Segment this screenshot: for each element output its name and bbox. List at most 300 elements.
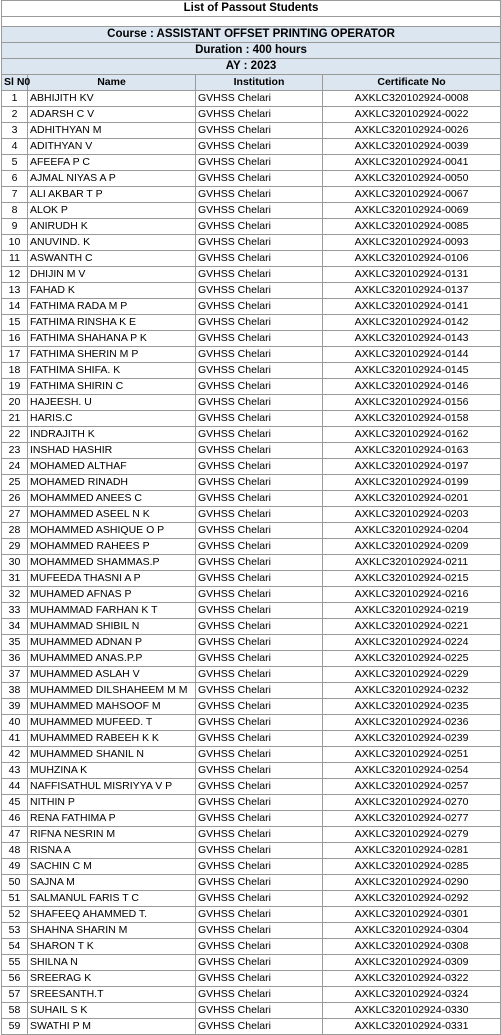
- table-row: [2, 827, 501, 843]
- name-cell: SHILNA N: [28, 955, 196, 971]
- certificate-no-cell: AXKLC320102924-0142: [323, 315, 501, 331]
- institution-cell: GVHSS Chelari: [196, 491, 323, 507]
- institution-cell: GVHSS Chelari: [196, 395, 323, 411]
- institution-cell: GVHSS Chelari: [196, 939, 323, 955]
- name-cell: SALMANUL FARIS T C: [28, 891, 196, 907]
- name-cell: MOHAMMED ASHIQUE O P: [28, 523, 196, 539]
- sl-no-cell: 26: [2, 491, 28, 507]
- institution-cell: GVHSS Chelari: [196, 955, 323, 971]
- name-cell: MOHAMED ALTHAF: [28, 459, 196, 475]
- table-row: [2, 731, 501, 747]
- institution-cell: GVHSS Chelari: [196, 875, 323, 891]
- table-row: [2, 1019, 501, 1035]
- certificate-no-cell: AXKLC320102924-0141: [323, 299, 501, 315]
- academic-year-label: AY : 2023: [2, 59, 501, 75]
- certificate-no-cell: AXKLC320102924-0239: [323, 731, 501, 747]
- certificate-no-cell: AXKLC320102924-0156: [323, 395, 501, 411]
- institution-cell: GVHSS Chelari: [196, 507, 323, 523]
- name-cell: ALOK P: [28, 203, 196, 219]
- table-row: [2, 619, 501, 635]
- institution-cell: GVHSS Chelari: [196, 331, 323, 347]
- institution-cell: GVHSS Chelari: [196, 635, 323, 651]
- sl-no-cell: 13: [2, 283, 28, 299]
- name-cell: AJMAL NIYAS A P: [28, 171, 196, 187]
- certificate-no-cell: AXKLC320102924-0309: [323, 955, 501, 971]
- table-row: [2, 811, 501, 827]
- certificate-no-cell: AXKLC320102924-0137: [323, 283, 501, 299]
- name-cell: SHAFEEQ AHAMMED T.: [28, 907, 196, 923]
- name-cell: MUHAMMED ADNAN P: [28, 635, 196, 651]
- sl-no-cell: 42: [2, 747, 28, 763]
- institution-cell: GVHSS Chelari: [196, 667, 323, 683]
- institution-cell: GVHSS Chelari: [196, 347, 323, 363]
- certificate-no-cell: AXKLC320102924-0308: [323, 939, 501, 955]
- table-row: [2, 763, 501, 779]
- sl-no-cell: 59: [2, 1019, 28, 1035]
- institution-cell: GVHSS Chelari: [196, 91, 323, 107]
- table-row: [2, 843, 501, 859]
- certificate-no-cell: AXKLC320102924-0145: [323, 363, 501, 379]
- institution-cell: GVHSS Chelari: [196, 123, 323, 139]
- table-row: [2, 475, 501, 491]
- name-cell: SUHAIL S K: [28, 1003, 196, 1019]
- table-row: [2, 491, 501, 507]
- table-row: [2, 699, 501, 715]
- course-label: Course : ASSISTANT OFFSET PRINTING OPERATOR: [2, 27, 501, 43]
- institution-cell: GVHSS Chelari: [196, 475, 323, 491]
- certificate-no-cell: AXKLC320102924-0279: [323, 827, 501, 843]
- table-row: [2, 155, 501, 171]
- certificate-no-cell: AXKLC320102924-0162: [323, 427, 501, 443]
- institution-cell: GVHSS Chelari: [196, 683, 323, 699]
- table-row: [2, 939, 501, 955]
- sl-no-cell: 14: [2, 299, 28, 315]
- sl-no-cell: 58: [2, 1003, 28, 1019]
- table-row: [2, 795, 501, 811]
- institution-cell: GVHSS Chelari: [196, 235, 323, 251]
- certificate-no-cell: AXKLC320102924-0235: [323, 699, 501, 715]
- sl-no-cell: 15: [2, 315, 28, 331]
- certificate-no-cell: AXKLC320102924-0197: [323, 459, 501, 475]
- sl-no-cell: 45: [2, 795, 28, 811]
- certificate-no-cell: AXKLC320102924-0211: [323, 555, 501, 571]
- name-cell: ANUVIND. K: [28, 235, 196, 251]
- table-row: [2, 251, 501, 267]
- name-cell: MUHAMMED ANAS.P.P: [28, 651, 196, 667]
- table-row: [2, 187, 501, 203]
- sl-no-cell: 17: [2, 347, 28, 363]
- name-cell: MUHAMMAD SHIBIL N: [28, 619, 196, 635]
- institution-cell: GVHSS Chelari: [196, 827, 323, 843]
- table-row: [2, 459, 501, 475]
- certificate-no-cell: AXKLC320102924-0106: [323, 251, 501, 267]
- institution-cell: GVHSS Chelari: [196, 155, 323, 171]
- certificate-no-cell: AXKLC320102924-0236: [323, 715, 501, 731]
- certificate-no-cell: AXKLC320102924-0158: [323, 411, 501, 427]
- sl-no-cell: 27: [2, 507, 28, 523]
- table-row: [2, 715, 501, 731]
- name-cell: MUHZINA K: [28, 763, 196, 779]
- certificate-no-cell: AXKLC320102924-0209: [323, 539, 501, 555]
- certificate-no-cell: AXKLC320102924-0277: [323, 811, 501, 827]
- name-cell: ASWANTH C: [28, 251, 196, 267]
- certificate-no-cell: AXKLC320102924-0292: [323, 891, 501, 907]
- institution-cell: GVHSS Chelari: [196, 411, 323, 427]
- sl-no-cell: 32: [2, 587, 28, 603]
- certificate-no-cell: AXKLC320102924-0203: [323, 507, 501, 523]
- sl-no-cell: 53: [2, 923, 28, 939]
- table-row: [2, 267, 501, 283]
- table-row: [2, 171, 501, 187]
- table-row: [2, 347, 501, 363]
- table-row: [2, 971, 501, 987]
- sl-no-cell: 6: [2, 171, 28, 187]
- sl-no-cell: 44: [2, 779, 28, 795]
- name-cell: MUHAMMED MAHSOOF M: [28, 699, 196, 715]
- name-cell: ANIRUDH K: [28, 219, 196, 235]
- name-cell: MUFEEDA THASNI A P: [28, 571, 196, 587]
- certificate-no-cell: AXKLC320102924-0322: [323, 971, 501, 987]
- institution-cell: GVHSS Chelari: [196, 539, 323, 555]
- duration-label: Duration : 400 hours: [2, 43, 501, 59]
- header-certificate-no: Certificate No: [323, 75, 501, 91]
- sl-no-cell: 28: [2, 523, 28, 539]
- name-cell: SHAHNA SHARIN M: [28, 923, 196, 939]
- sl-no-cell: 50: [2, 875, 28, 891]
- institution-cell: GVHSS Chelari: [196, 763, 323, 779]
- sl-no-cell: 33: [2, 603, 28, 619]
- institution-cell: GVHSS Chelari: [196, 555, 323, 571]
- table-row: [2, 107, 501, 123]
- institution-cell: GVHSS Chelari: [196, 283, 323, 299]
- duration-row: [2, 43, 501, 59]
- table-row: [2, 955, 501, 971]
- institution-cell: GVHSS Chelari: [196, 459, 323, 475]
- name-cell: MOHAMMED ASEEL N K: [28, 507, 196, 523]
- sl-no-cell: 36: [2, 651, 28, 667]
- sl-no-cell: 4: [2, 139, 28, 155]
- name-cell: FAHAD K: [28, 283, 196, 299]
- certificate-no-cell: AXKLC320102924-0225: [323, 651, 501, 667]
- table-row: [2, 315, 501, 331]
- table-row: [2, 571, 501, 587]
- table-row: [2, 363, 501, 379]
- sl-no-cell: 3: [2, 123, 28, 139]
- institution-cell: GVHSS Chelari: [196, 299, 323, 315]
- institution-cell: GVHSS Chelari: [196, 747, 323, 763]
- sl-no-cell: 54: [2, 939, 28, 955]
- sl-no-cell: 7: [2, 187, 28, 203]
- table-row: [2, 891, 501, 907]
- institution-cell: GVHSS Chelari: [196, 587, 323, 603]
- table-row: [2, 555, 501, 571]
- institution-cell: GVHSS Chelari: [196, 603, 323, 619]
- certificate-no-cell: AXKLC320102924-0144: [323, 347, 501, 363]
- header-institution: Institution: [196, 75, 323, 91]
- name-cell: MUHAMMED RABEEH K K: [28, 731, 196, 747]
- name-cell: HARIS.C: [28, 411, 196, 427]
- institution-cell: GVHSS Chelari: [196, 363, 323, 379]
- institution-cell: GVHSS Chelari: [196, 251, 323, 267]
- name-cell: SACHIN C M: [28, 859, 196, 875]
- name-cell: MUHAMMED SHANIL N: [28, 747, 196, 763]
- sl-no-cell: 29: [2, 539, 28, 555]
- institution-cell: GVHSS Chelari: [196, 651, 323, 667]
- sl-no-cell: 35: [2, 635, 28, 651]
- name-cell: AFEEFA P C: [28, 155, 196, 171]
- sl-no-cell: 49: [2, 859, 28, 875]
- sl-no-cell: 38: [2, 683, 28, 699]
- sl-no-cell: 34: [2, 619, 28, 635]
- institution-cell: GVHSS Chelari: [196, 267, 323, 283]
- table-row: [2, 875, 501, 891]
- sl-no-cell: 55: [2, 955, 28, 971]
- institution-cell: GVHSS Chelari: [196, 187, 323, 203]
- institution-cell: GVHSS Chelari: [196, 859, 323, 875]
- name-cell: FATHIMA SHERIN M P: [28, 347, 196, 363]
- certificate-no-cell: AXKLC320102924-0285: [323, 859, 501, 875]
- name-cell: MOHAMMED SHAMMAS.P: [28, 555, 196, 571]
- institution-cell: GVHSS Chelari: [196, 843, 323, 859]
- name-cell: SHARON T K: [28, 939, 196, 955]
- sl-no-cell: 48: [2, 843, 28, 859]
- sl-no-cell: 24: [2, 459, 28, 475]
- sl-no-cell: 9: [2, 219, 28, 235]
- name-cell: FATHIMA SHIRIN C: [28, 379, 196, 395]
- name-cell: MUHAMMED DILSHAHEEM M M: [28, 683, 196, 699]
- name-cell: RENA FATHIMA P: [28, 811, 196, 827]
- certificate-no-cell: AXKLC320102924-0257: [323, 779, 501, 795]
- table-body: [2, 91, 501, 1035]
- table-row: [2, 523, 501, 539]
- table-row: [2, 587, 501, 603]
- sl-no-cell: 20: [2, 395, 28, 411]
- header-row: [2, 75, 501, 91]
- sl-no-cell: 21: [2, 411, 28, 427]
- certificate-no-cell: AXKLC320102924-0199: [323, 475, 501, 491]
- table-row: [2, 427, 501, 443]
- institution-cell: GVHSS Chelari: [196, 891, 323, 907]
- certificate-no-cell: AXKLC320102924-0039: [323, 139, 501, 155]
- institution-cell: GVHSS Chelari: [196, 699, 323, 715]
- name-cell: DHIJIN M V: [28, 267, 196, 283]
- name-cell: FATHIMA SHAHANA P K: [28, 331, 196, 347]
- sl-no-cell: 57: [2, 987, 28, 1003]
- name-cell: SREERAG K: [28, 971, 196, 987]
- institution-cell: GVHSS Chelari: [196, 203, 323, 219]
- name-cell: ABHIJITH KV: [28, 91, 196, 107]
- title-row: [2, 1, 501, 17]
- name-cell: ALI AKBAR T P: [28, 187, 196, 203]
- sl-no-cell: 8: [2, 203, 28, 219]
- table-row: [2, 219, 501, 235]
- table-row: [2, 603, 501, 619]
- sheet-title: List of Passout Students: [2, 1, 501, 17]
- certificate-no-cell: AXKLC320102924-0216: [323, 587, 501, 603]
- table-row: [2, 923, 501, 939]
- sl-no-cell: 10: [2, 235, 28, 251]
- sl-no-cell: 1: [2, 91, 28, 107]
- table-row: [2, 235, 501, 251]
- table-row: [2, 779, 501, 795]
- institution-cell: GVHSS Chelari: [196, 571, 323, 587]
- table-row: [2, 411, 501, 427]
- table-row: [2, 651, 501, 667]
- sl-no-cell: 40: [2, 715, 28, 731]
- name-cell: MUHAMMED ASLAH V: [28, 667, 196, 683]
- institution-cell: GVHSS Chelari: [196, 619, 323, 635]
- institution-cell: GVHSS Chelari: [196, 379, 323, 395]
- institution-cell: GVHSS Chelari: [196, 795, 323, 811]
- sl-no-cell: 11: [2, 251, 28, 267]
- sl-no-cell: 23: [2, 443, 28, 459]
- sl-no-cell: 41: [2, 731, 28, 747]
- table-row: [2, 1003, 501, 1019]
- certificate-no-cell: AXKLC320102924-0026: [323, 123, 501, 139]
- certificate-no-cell: AXKLC320102924-0146: [323, 379, 501, 395]
- table-row: [2, 331, 501, 347]
- institution-cell: GVHSS Chelari: [196, 907, 323, 923]
- sl-no-cell: 56: [2, 971, 28, 987]
- institution-cell: GVHSS Chelari: [196, 731, 323, 747]
- certificate-no-cell: AXKLC320102924-0270: [323, 795, 501, 811]
- blank-row: [2, 17, 501, 27]
- certificate-no-cell: AXKLC320102924-0330: [323, 1003, 501, 1019]
- table-row: [2, 283, 501, 299]
- institution-cell: GVHSS Chelari: [196, 923, 323, 939]
- institution-cell: GVHSS Chelari: [196, 219, 323, 235]
- passout-students-sheet: [1, 0, 500, 1035]
- sl-no-cell: 37: [2, 667, 28, 683]
- institution-cell: GVHSS Chelari: [196, 987, 323, 1003]
- institution-cell: GVHSS Chelari: [196, 1019, 323, 1035]
- certificate-no-cell: AXKLC320102924-0143: [323, 331, 501, 347]
- table-row: [2, 395, 501, 411]
- certificate-no-cell: AXKLC320102924-0215: [323, 571, 501, 587]
- certificate-no-cell: AXKLC320102924-0204: [323, 523, 501, 539]
- certificate-no-cell: AXKLC320102924-0131: [323, 267, 501, 283]
- institution-cell: GVHSS Chelari: [196, 107, 323, 123]
- table-row: [2, 747, 501, 763]
- institution-cell: GVHSS Chelari: [196, 1003, 323, 1019]
- name-cell: SREESANTH.T: [28, 987, 196, 1003]
- table-row: [2, 443, 501, 459]
- sl-no-cell: 2: [2, 107, 28, 123]
- institution-cell: GVHSS Chelari: [196, 315, 323, 331]
- table-row: [2, 667, 501, 683]
- name-cell: MOHAMED RINADH: [28, 475, 196, 491]
- table-row: [2, 859, 501, 875]
- certificate-no-cell: AXKLC320102924-0163: [323, 443, 501, 459]
- table-row: [2, 203, 501, 219]
- certificate-no-cell: AXKLC320102924-0050: [323, 171, 501, 187]
- certificate-no-cell: AXKLC320102924-0232: [323, 683, 501, 699]
- name-cell: FATHIMA RADA M P: [28, 299, 196, 315]
- institution-cell: GVHSS Chelari: [196, 171, 323, 187]
- name-cell: MUHAMED AFNAS P: [28, 587, 196, 603]
- table-row: [2, 507, 501, 523]
- name-cell: NAFFISATHUL MISRIYYA V P: [28, 779, 196, 795]
- name-cell: INDRAJITH K: [28, 427, 196, 443]
- table-row: [2, 539, 501, 555]
- sl-no-cell: 31: [2, 571, 28, 587]
- name-cell: FATHIMA SHIFA. K: [28, 363, 196, 379]
- certificate-no-cell: AXKLC320102924-0281: [323, 843, 501, 859]
- certificate-no-cell: AXKLC320102924-0008: [323, 91, 501, 107]
- institution-cell: GVHSS Chelari: [196, 715, 323, 731]
- name-cell: ADHITHYAN M: [28, 123, 196, 139]
- institution-cell: GVHSS Chelari: [196, 443, 323, 459]
- institution-cell: GVHSS Chelari: [196, 811, 323, 827]
- ay-row: [2, 59, 501, 75]
- name-cell: SWATHI P M: [28, 1019, 196, 1035]
- certificate-no-cell: AXKLC320102924-0041: [323, 155, 501, 171]
- sl-no-cell: 5: [2, 155, 28, 171]
- name-cell: MOHAMMED ANEES C: [28, 491, 196, 507]
- sl-no-cell: 52: [2, 907, 28, 923]
- name-cell: FATHIMA RINSHA K E: [28, 315, 196, 331]
- name-cell: NITHIN P: [28, 795, 196, 811]
- certificate-no-cell: AXKLC320102924-0251: [323, 747, 501, 763]
- name-cell: RIFNA NESRIN M: [28, 827, 196, 843]
- header-sl-no: Sl N0: [2, 75, 28, 91]
- header-name: Name: [28, 75, 196, 91]
- sl-no-cell: 25: [2, 475, 28, 491]
- sl-no-cell: 30: [2, 555, 28, 571]
- certificate-no-cell: AXKLC320102924-0219: [323, 603, 501, 619]
- sl-no-cell: 18: [2, 363, 28, 379]
- sl-no-cell: 51: [2, 891, 28, 907]
- table-row: [2, 683, 501, 699]
- certificate-no-cell: AXKLC320102924-0085: [323, 219, 501, 235]
- name-cell: MUHAMMAD FARHAN K T: [28, 603, 196, 619]
- name-cell: HAJEESH. U: [28, 395, 196, 411]
- blank-cell: [2, 17, 501, 27]
- certificate-no-cell: AXKLC320102924-0290: [323, 875, 501, 891]
- certificate-no-cell: AXKLC320102924-0229: [323, 667, 501, 683]
- students-table: [1, 0, 501, 1035]
- sl-no-cell: 43: [2, 763, 28, 779]
- certificate-no-cell: AXKLC320102924-0224: [323, 635, 501, 651]
- name-cell: MUHAMMED MUFEED. T: [28, 715, 196, 731]
- name-cell: INSHAD HASHIR: [28, 443, 196, 459]
- course-row: [2, 27, 501, 43]
- sl-no-cell: 47: [2, 827, 28, 843]
- institution-cell: GVHSS Chelari: [196, 139, 323, 155]
- sl-no-cell: 39: [2, 699, 28, 715]
- certificate-no-cell: AXKLC320102924-0331: [323, 1019, 501, 1035]
- table-row: [2, 139, 501, 155]
- table-row: [2, 379, 501, 395]
- table-row: [2, 123, 501, 139]
- table-row: [2, 987, 501, 1003]
- certificate-no-cell: AXKLC320102924-0301: [323, 907, 501, 923]
- certificate-no-cell: AXKLC320102924-0201: [323, 491, 501, 507]
- certificate-no-cell: AXKLC320102924-0093: [323, 235, 501, 251]
- sl-no-cell: 16: [2, 331, 28, 347]
- name-cell: SAJNA M: [28, 875, 196, 891]
- certificate-no-cell: AXKLC320102924-0304: [323, 923, 501, 939]
- certificate-no-cell: AXKLC320102924-0254: [323, 763, 501, 779]
- sl-no-cell: 22: [2, 427, 28, 443]
- certificate-no-cell: AXKLC320102924-0069: [323, 203, 501, 219]
- table-row: [2, 299, 501, 315]
- sl-no-cell: 12: [2, 267, 28, 283]
- institution-cell: GVHSS Chelari: [196, 523, 323, 539]
- table-row: [2, 91, 501, 107]
- certificate-no-cell: AXKLC320102924-0067: [323, 187, 501, 203]
- table-row: [2, 635, 501, 651]
